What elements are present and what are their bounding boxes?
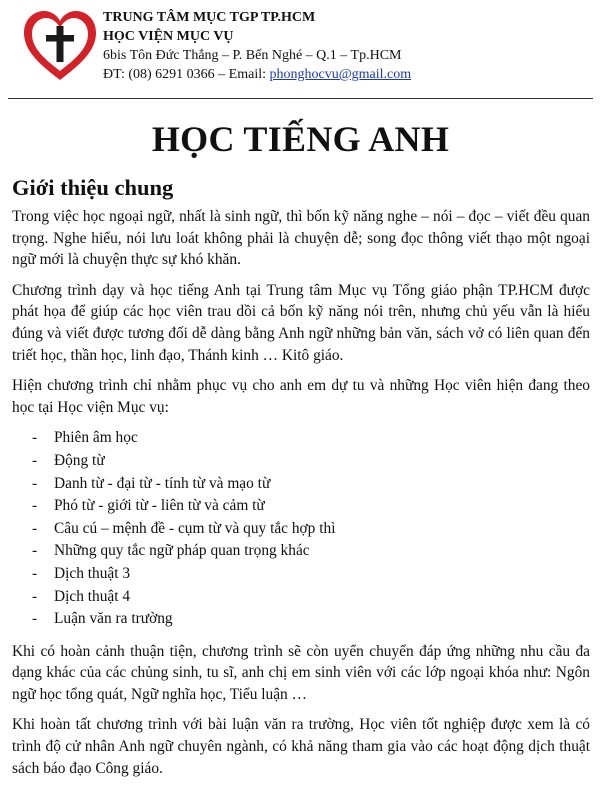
org-name: TRUNG TÂM MỤC TGP TP.HCM bbox=[103, 10, 316, 25]
list-item: - Những quy tắc ngữ pháp quan trọng khác bbox=[12, 540, 590, 563]
list-item: - Động từ bbox=[12, 450, 590, 473]
list-dash: - bbox=[32, 451, 38, 469]
list-dash: - bbox=[32, 542, 38, 560]
phone-text: ĐT: (08) 6291 0366 – Email: bbox=[103, 67, 270, 82]
section-heading: Giới thiệu chung bbox=[12, 175, 174, 200]
list-item: - Dịch thuật 4 bbox=[12, 586, 590, 609]
list-item: - Danh từ - đại từ - tính từ và mạo từ bbox=[12, 473, 590, 496]
list-dash: - bbox=[32, 519, 38, 537]
paragraph-audience: Hiện chương trình chỉ nhằm phục vụ cho anh em dự tu và những Học viên hiện đang theo học tại Học viện Mục vụ: bbox=[12, 377, 590, 416]
list-dash: - bbox=[32, 474, 38, 492]
page-title: HỌC TIẾNG ANH bbox=[151, 119, 450, 159]
list-dash: - bbox=[32, 587, 38, 605]
paragraph-program: Chương trình dạy và học tiếng Anh tại Trung tâm Mục vụ Tổng giáo phận TP.HCM được phát họa để giúp các học viên trau dồi cả bốn kỹ năng nói trên, nhưng chủ yếu vẫn là hiểu đúng và viết được tương đối dễ dàng bằng Anh ngữ những bản văn, sách vở có liên quan đến triết học, thần học, linh đạo, Thánh kinh … Kitô giáo. bbox=[12, 281, 590, 364]
document-body bbox=[12, 206, 590, 788]
header-divider bbox=[8, 98, 593, 99]
paragraph-intro: Trong việc học ngoại ngữ, nhất là sinh ngữ, thì bốn kỹ năng nghe – nói – đọc – viết đều quan trọng. Nghe hiểu, nói lưu loát không phải là chuyện dễ; song đọc thông viết thạo một ngoại ngữ mới là chuyện thực sự khó khăn. bbox=[12, 208, 590, 269]
email-link[interactable]: phonghocvu@gmail.com bbox=[269, 67, 412, 82]
list-item: - Phiên âm học bbox=[12, 427, 590, 450]
letterhead bbox=[103, 8, 583, 84]
list-dash: - bbox=[32, 564, 38, 582]
list-item: - Dịch thuật 3 bbox=[12, 563, 590, 586]
list-item: - Luận văn ra trường bbox=[12, 608, 590, 631]
paragraph-extracurricular: Khi có hoàn cảnh thuận tiện, chương trình sẽ còn uyển chuyển đáp ứng những nhu cầu đa dạng khác của các chủng sinh, tu sĩ, anh chị em sinh viên với các lớp ngoại khóa như: Ngôn ngữ học tổng quát, Ngữ nghĩa học, Tiểu luận … bbox=[12, 642, 590, 703]
list-dash: - bbox=[32, 610, 38, 628]
list-item: - Câu cú – mệnh đề - cụm từ và quy tắc hợp thì bbox=[12, 518, 590, 541]
list-dash: - bbox=[32, 429, 38, 447]
course-list bbox=[12, 427, 590, 630]
contact-line bbox=[103, 65, 583, 84]
institute-name: HỌC VIỆN MỤC VỤ bbox=[103, 29, 234, 44]
list-item: - Phó từ - giới từ - liên từ và cảm từ bbox=[12, 495, 590, 518]
address: 6bis Tôn Đức Thắng – P. Bến Nghé – Q.1 – Tp.HCM bbox=[103, 48, 402, 63]
paragraph-graduation: Khi hoàn tất chương trình với bài luận văn ra trường, Học viên tốt nghiệp được xem là có trình độ cử nhân Anh ngữ chuyên ngành, có khả năng tham gia vào các hoạt động dịch thuật sách báo đạo Công giáo. bbox=[12, 716, 590, 777]
list-dash: - bbox=[32, 497, 38, 515]
heart-cross-logo bbox=[20, 8, 100, 84]
